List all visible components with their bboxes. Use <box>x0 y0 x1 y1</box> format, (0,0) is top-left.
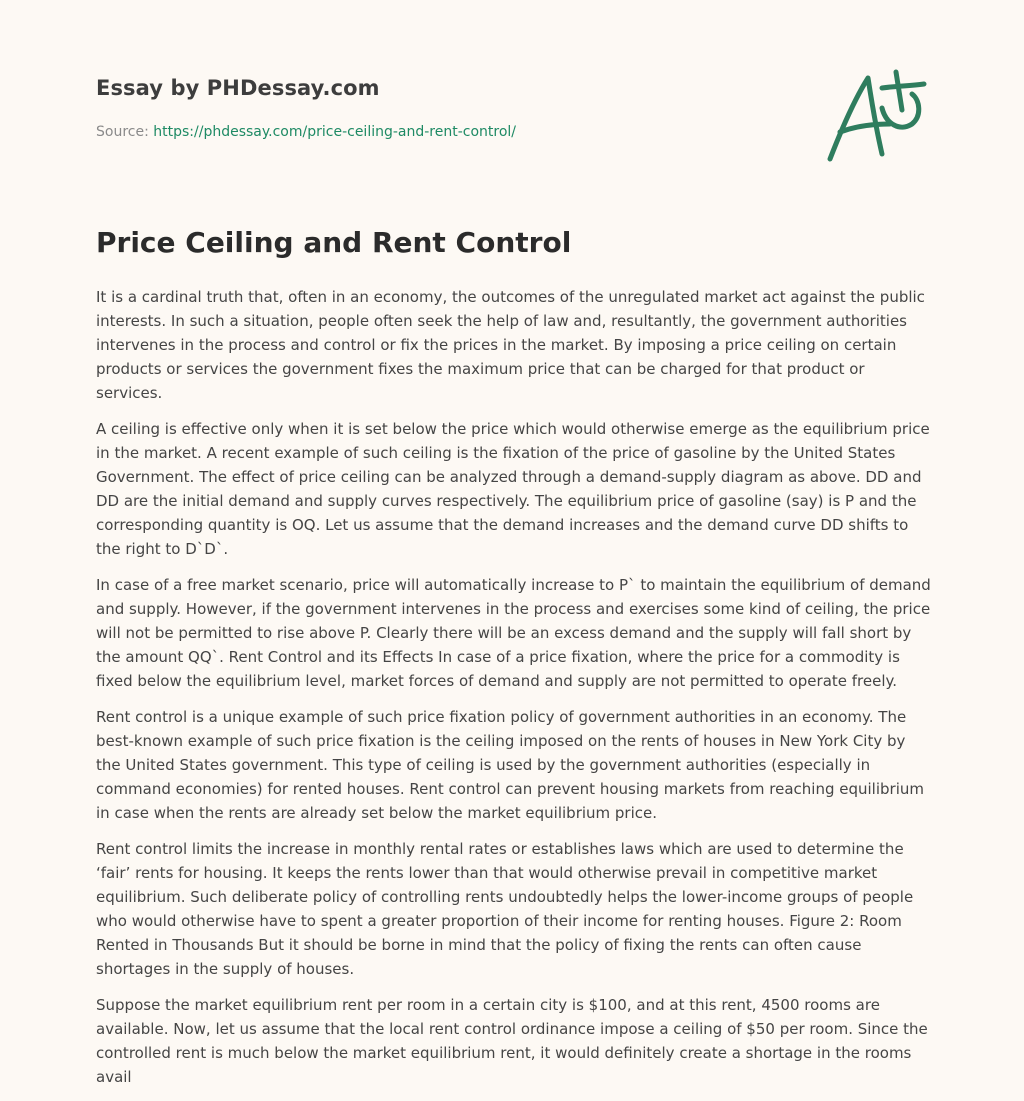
article-body <box>96 285 932 1101</box>
source-label: Source: <box>96 124 149 140</box>
page-title: Price Ceiling and Rent Control <box>96 226 572 259</box>
source-line <box>96 124 696 140</box>
paragraph: Suppose the market equilibrium rent per room in a certain city is $100, and at this rent, 4500 rooms are available. Now, let us assume that the local rent control ordinance impose a ceiling of $50 per room. Since the controlled rent is much below the market equilibrium rent, it would definitely create a shortage in the rooms avail <box>96 996 928 1086</box>
brand-title: Essay by PHDessay.com <box>96 76 380 100</box>
paragraph: Rent control limits the increase in monthly rental rates or establishes laws which are used to determine the ‘fair’ rents for housing. It keeps the rents lower than that would otherwise prevail in competitive market equilibrium. Such deliberate policy of controlling rents undoubtedly helps the lower-income groups of people who would otherwise have to spent a greater proportion of their income for renting houses. Figure 2: Room Rented in Thousands But it should be borne in mind that the policy of fixing the rents can often cause shortages in the supply of houses. <box>96 840 914 978</box>
header <box>96 76 696 140</box>
paragraph: Rent control is a unique example of such price fixation policy of government authorities in an economy. The best-known example of such price fixation is the ceiling imposed on the rents of houses in New York City by the United States government. This type of ceiling is used by the government authorities (especially in command economies) for rented houses. Rent control can prevent housing markets from reaching equilibrium in case when the rents are already set below the market equilibrium price. <box>96 708 924 822</box>
source-link[interactable]: https://phdessay.com/price-ceiling-and-rent-control/ <box>153 124 517 140</box>
paragraph: In case of a free market scenario, price will automatically increase to P` to maintain the equilibrium of demand and supply. However, if the government intervenes in the process and exercises some kind of ceiling, the price will not be permitted to rise above P. Clearly there will be an excess demand and the supply will fall short by the amount QQ`. Rent Control and its Effects In case of a price fixation, where the price for a commodity is fixed below the equilibrium level, market forces of demand and supply are not permitted to operate freely. <box>96 576 931 690</box>
a-plus-logo-icon <box>820 66 930 166</box>
paragraph: A ceiling is effective only when it is set below the price which would otherwise emerge as the equilibrium price in the market. A recent example of such ceiling is the fixation of the price of gasoline by the United States Government. The effect of price ceiling can be analyzed through a demand-supply diagram as above. DD and DD are the initial demand and supply curves respectively. The equilibrium price of gasoline (say) is P and the corresponding quantity is OQ. Let us assume that the demand increases and the demand curve DD shifts to the right to D`D`. <box>96 420 930 558</box>
paragraph: It is a cardinal truth that, often in an economy, the outcomes of the unregulated market act against the public interests. In such a situation, people often seek the help of law and, resultantly, the government authorities intervenes in the process and control or fix the prices in the market. By imposing a price ceiling on certain products or services the government fixes the maximum price that can be charged for that product or services. <box>96 288 925 402</box>
